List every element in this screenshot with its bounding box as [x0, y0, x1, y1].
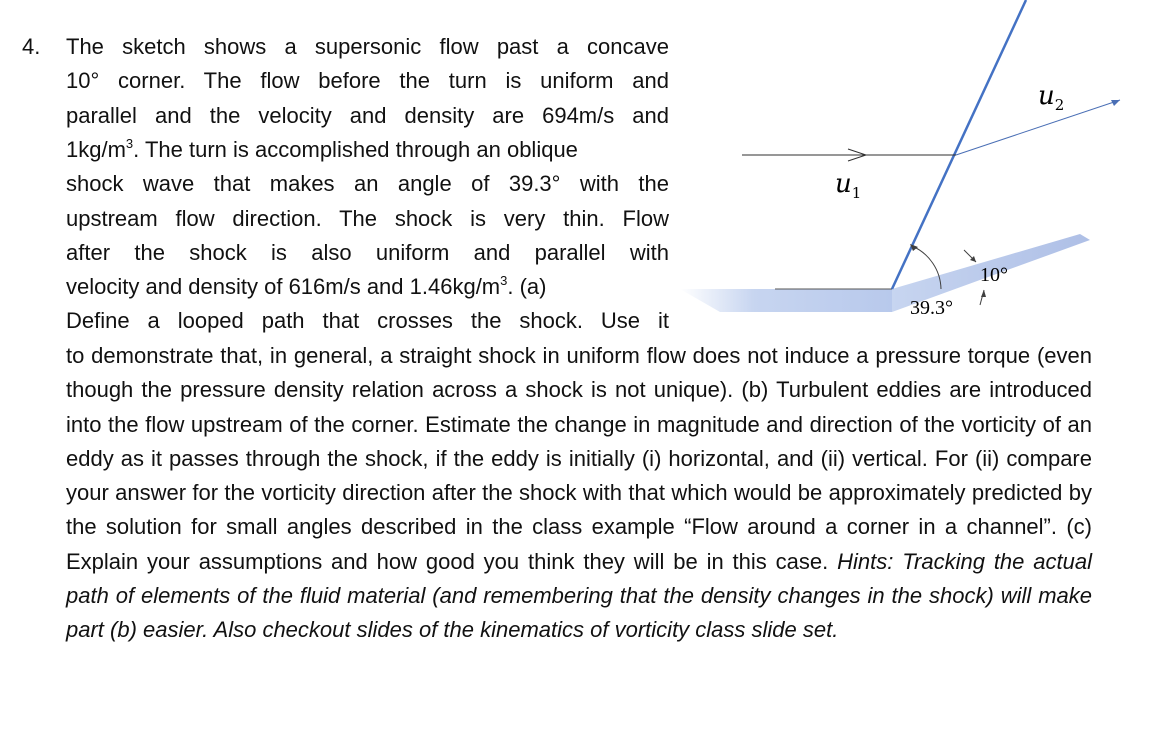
intro-line-9: Define a looped path that crosses the shock. Use it: [66, 308, 669, 334]
intro-line-8-text: velocity and density of 616m/s and 1.46kg/m: [66, 274, 501, 300]
part-a-label: . (a): [507, 274, 547, 300]
intro-line-1: The sketch shows a supersonic flow past a concave: [66, 34, 669, 59]
shock-diagram: [680, 0, 1140, 340]
density-unit: 1kg/m: [66, 136, 126, 162]
intro-line-5: shock wave that makes an angle of 39.3° with the: [66, 171, 669, 197]
u2-label: $u_2$: [1038, 81, 1065, 114]
problem-number: 4.: [22, 34, 41, 59]
u1-label: $u_1$: [835, 169, 862, 202]
turn-angle-label: 10°: [980, 264, 1008, 286]
superscript-3: 3: [125, 135, 134, 151]
intro-line-8: [66, 270, 669, 304]
wall-upstream: [680, 289, 892, 312]
wall: [680, 234, 1090, 312]
problem-body-text: to demonstrate that, in general, a straight shock in uniform flow does not induce a pressure torque (even though the pressure density relation across a shock is not unique). (b) Turbulent eddies are introduced into the flow upstream of the corner. Estimate the change in magnitude and direction of the vorticity of an eddy as it passes through the shock, if the eddy is initially (i) horizontal, and (ii) vertical. For (ii) compare your answer for the vorticity direction after the shock with that which would be approximately predicted by the solution for small angles described in the class example “Flow around a corner in a channel”. (c) Explain your assumptions and how good you think they will be in this case.: [66, 343, 1092, 574]
intro-line-6: upstream flow direction. The shock is very thin. Flow: [66, 205, 669, 231]
intro-line-3: parallel and the velocity and density are 694m/s and: [66, 102, 669, 128]
intro-line-2: 10° corner. The flow before the turn is uniform and: [66, 68, 669, 94]
u1-arrow: [742, 149, 956, 161]
hint-text: Hints: Tracking the actual path of elements of the fluid material (and remembering that the density changes in the shock) will make part (b) easier. Also checkout slides of the kinematics of vorticity class slide set.: [66, 548, 1092, 643]
intro-line-4-text: The turn is accomplished through an oblique: [144, 136, 578, 162]
problem-body: [66, 339, 1092, 648]
shock-angle-label: 39.3°: [910, 297, 953, 319]
superscript-3b: 3: [500, 273, 508, 289]
intro-line-4: $1kg/m^3$. The turn is accomplished through an oblique: [66, 135, 578, 162]
intro-line-7: after the shock is also uniform and parallel with: [66, 239, 669, 265]
